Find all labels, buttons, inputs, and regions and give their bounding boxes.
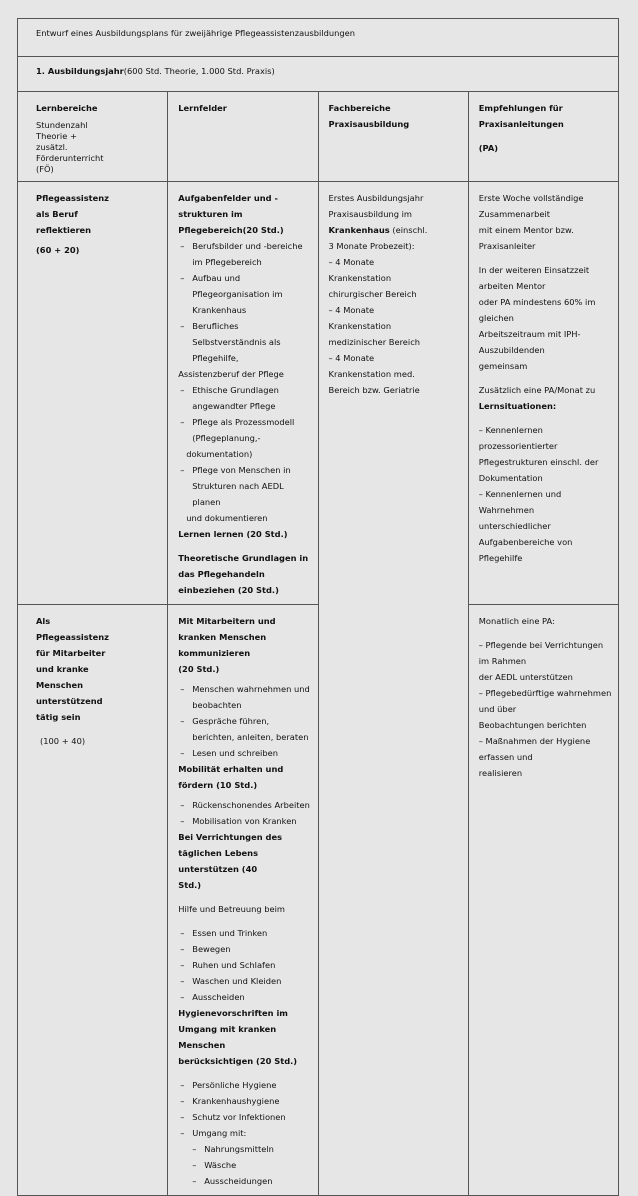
header-col4-sub: (PA) [478,143,499,153]
field-title: Mobilität erhalten und fördern (10 Std.) [178,764,284,790]
list-item: – Pflege als Prozessmodell (Pflegeplanung,- [178,414,311,446]
area-line: unterstützend [36,696,103,706]
document-title: Entwurf eines Ausbildungsplans für zweijährige Pflegeassistenzausbildungen [18,19,619,57]
row1-recommendations [468,182,618,605]
field-title: (20 Std.) [178,664,220,674]
field-intro: Hilfe und Betreuung beim [178,904,286,914]
header-col1-sub: Stundenzahl [36,120,88,130]
practice-line: chirurgischer Bereich [328,289,417,299]
sub-list-item: – Wäsche [178,1157,311,1173]
list-item: – Persönliche Hygiene [178,1077,311,1093]
header-col3-title: Fachbereiche [328,103,391,113]
practice-line: medizinischer Bereich [328,337,421,347]
list-item: – Schutz vor Infektionen [178,1109,311,1125]
list-item: – Umgang mit: [178,1125,311,1141]
reco-line: gemeinsam [478,361,528,371]
area-hours: (100 + 40) [40,736,86,746]
practice-line: – 4 Monate [328,257,375,267]
row2-recommendations [468,605,618,1196]
practice-line: Krankenstation [328,273,392,283]
field-title: Std.) [178,880,202,890]
practice-line: – 4 Monate [328,305,375,315]
reco-line: Erste Woche vollständige Zusammenarbeit [478,193,584,219]
reco-line: Pflegehilfe [478,553,523,563]
practice-cell [318,182,468,1196]
practice-krankenhaus: Krankenhaus [328,225,390,235]
reco-line: Dokumentation [478,473,543,483]
reco-line: Beobachtungen berichten [478,720,587,730]
header-col1-sub: (FÖ) [36,164,54,174]
list-item: – Ausscheiden [178,989,311,1005]
row2-fields [168,605,318,1196]
reco-line: In der weiteren Einsatzzeit arbeiten Mentor [478,265,590,291]
area-line: als Beruf [36,209,78,219]
practice-line [329,222,462,238]
header-col1-sub: Förderunterricht [36,153,104,163]
header-col1-sub: Theorie + [36,131,77,141]
reco-line: unterschiedlicher Aufgabenbereiche von [478,521,573,547]
area-hours: (60 + 20) [36,245,80,255]
practice-line-part: (einschl. [389,225,428,235]
reco-line: der AEDL unterstützen [478,672,573,682]
header-col4-title: Empfehlungen für Praxisanleitungen [478,103,564,129]
field-title: berücksichtigen (20 Std.) [178,1056,298,1066]
field-title: einbeziehen (20 Std.) [178,585,279,595]
sub-list-item: – Nahrungsmitteln [178,1141,311,1157]
reco-line: oder PA mindestens 60% im gleichen [478,297,596,323]
area-line: reflektieren [36,225,92,235]
header-col1-title: Lernbereiche [36,103,98,113]
year-detail: (600 Std. Theorie, 1.000 Std. Praxis) [123,66,275,76]
header-col2-title: Lernfelder [178,103,227,113]
area-line: tätig sein [36,712,81,722]
reco-line: – Kennenlernen prozessorientierter [478,425,558,451]
list-item: – Gespräche führen, berichten, anleiten, beraten [178,713,311,745]
header-col1-sub: zusätzl. [36,142,68,152]
list-item: – Ruhen und Schlafen [178,957,311,973]
field-title: Mit Mitarbeitern und kranken Menschen kommunizieren [178,616,276,658]
year-label: 1. Ausbildungsjahr [36,66,124,76]
practice-line: Krankenstation med. [328,369,415,379]
header-lernbereiche [18,92,168,182]
list-item-cont: dokumentation) [186,449,253,459]
reco-line: Arbeitszeitraum mit IPH-Auszubildenden [478,329,581,355]
list-item: – Menschen wahrnehmen und beobachten [178,681,311,713]
list-item: – Krankenhaushygiene [178,1093,311,1109]
list-item: – Lesen und schreiben [178,745,311,761]
area-line: Menschen [36,680,84,690]
list-item: – Essen und Trinken [178,925,311,941]
list-item: – Berufsbilder und -bereiche im Pflegebereich [178,238,311,270]
list-item: – Ethische Grundlagen angewandter Pflege [178,382,311,414]
practice-line: Krankenstation [328,321,392,331]
training-plan-table [17,18,619,1196]
list-item-cont: und dokumentieren [186,513,268,523]
practice-line: Praxisausbildung im [328,209,413,219]
list-item: – Aufbau und Pflegeorganisation im Krankenhaus [178,270,311,318]
field-title: Aufgabenfelder und -strukturen im Pflegebereich(20 Std.) [178,193,284,235]
reco-line: – Maßnahmen der Hygiene erfassen und [478,736,591,762]
reco-line: realisieren [478,768,523,778]
sub-list-item: – Ausscheidungen [178,1173,311,1189]
header-empfehlungen [468,92,618,182]
area-line: für Mitarbeiter [36,648,106,658]
list-item: – Rückenschonendes Arbeiten [178,797,311,813]
row2-area [18,605,168,1196]
list-item-cont: Assistenzberuf der Pflege [178,369,284,379]
practice-line: Erstes Ausbildungsjahr [328,193,424,203]
year-heading [18,57,619,92]
practice-line: Bereich bzw. Geriatrie [328,385,420,395]
row1-fields [168,182,318,605]
reco-line: Zusätzlich eine PA/Monat zu [478,385,596,395]
header-col3-title: Praxisausbildung [328,119,410,129]
list-item: – Waschen und Kleiden [178,973,311,989]
field-title: Theoretische Grundlagen in das Pflegehandeln [178,553,309,579]
row1-area [18,182,168,605]
practice-line: 3 Monate Probezeit): [328,241,415,251]
practice-line: – 4 Monate [328,353,375,363]
area-line: und kranke [36,664,89,674]
list-item: – Bewegen [178,941,311,957]
reco-line: Lernsituationen: [478,401,557,411]
header-lernfelder [168,92,318,182]
reco-line: mit einem Mentor bzw. Praxisanleiter [478,225,574,251]
area-line: Als [36,616,51,626]
header-fachbereiche [318,92,468,182]
field-title: Lernen lernen (20 Std.) [178,529,288,539]
reco-line: – Kennenlernen und Wahrnehmen [478,489,562,515]
reco-line: Monatlich eine PA: [478,616,555,626]
list-item: – Pflege von Menschen in Strukturen nach AEDL planen [178,462,311,510]
field-title: Bei Verrichtungen des täglichen Lebens unterstützen (40 [178,832,283,874]
reco-line: – Pflegebedürftige wahrnehmen und über [478,688,612,714]
field-title: Hygienevorschriften im Umgang mit kranken Menschen [178,1008,288,1050]
list-item: – Mobilisation von Kranken [178,813,311,829]
reco-line: Pflegestrukturen einschl. der [478,457,599,467]
reco-line: – Pflegende bei Verrichtungen im Rahmen [478,640,604,666]
area-line: Pflegeassistenz [36,632,110,642]
area-line: Pflegeassistenz [36,193,110,203]
list-item: – Berufliches Selbstverständnis als Pflegehilfe, [178,318,311,366]
